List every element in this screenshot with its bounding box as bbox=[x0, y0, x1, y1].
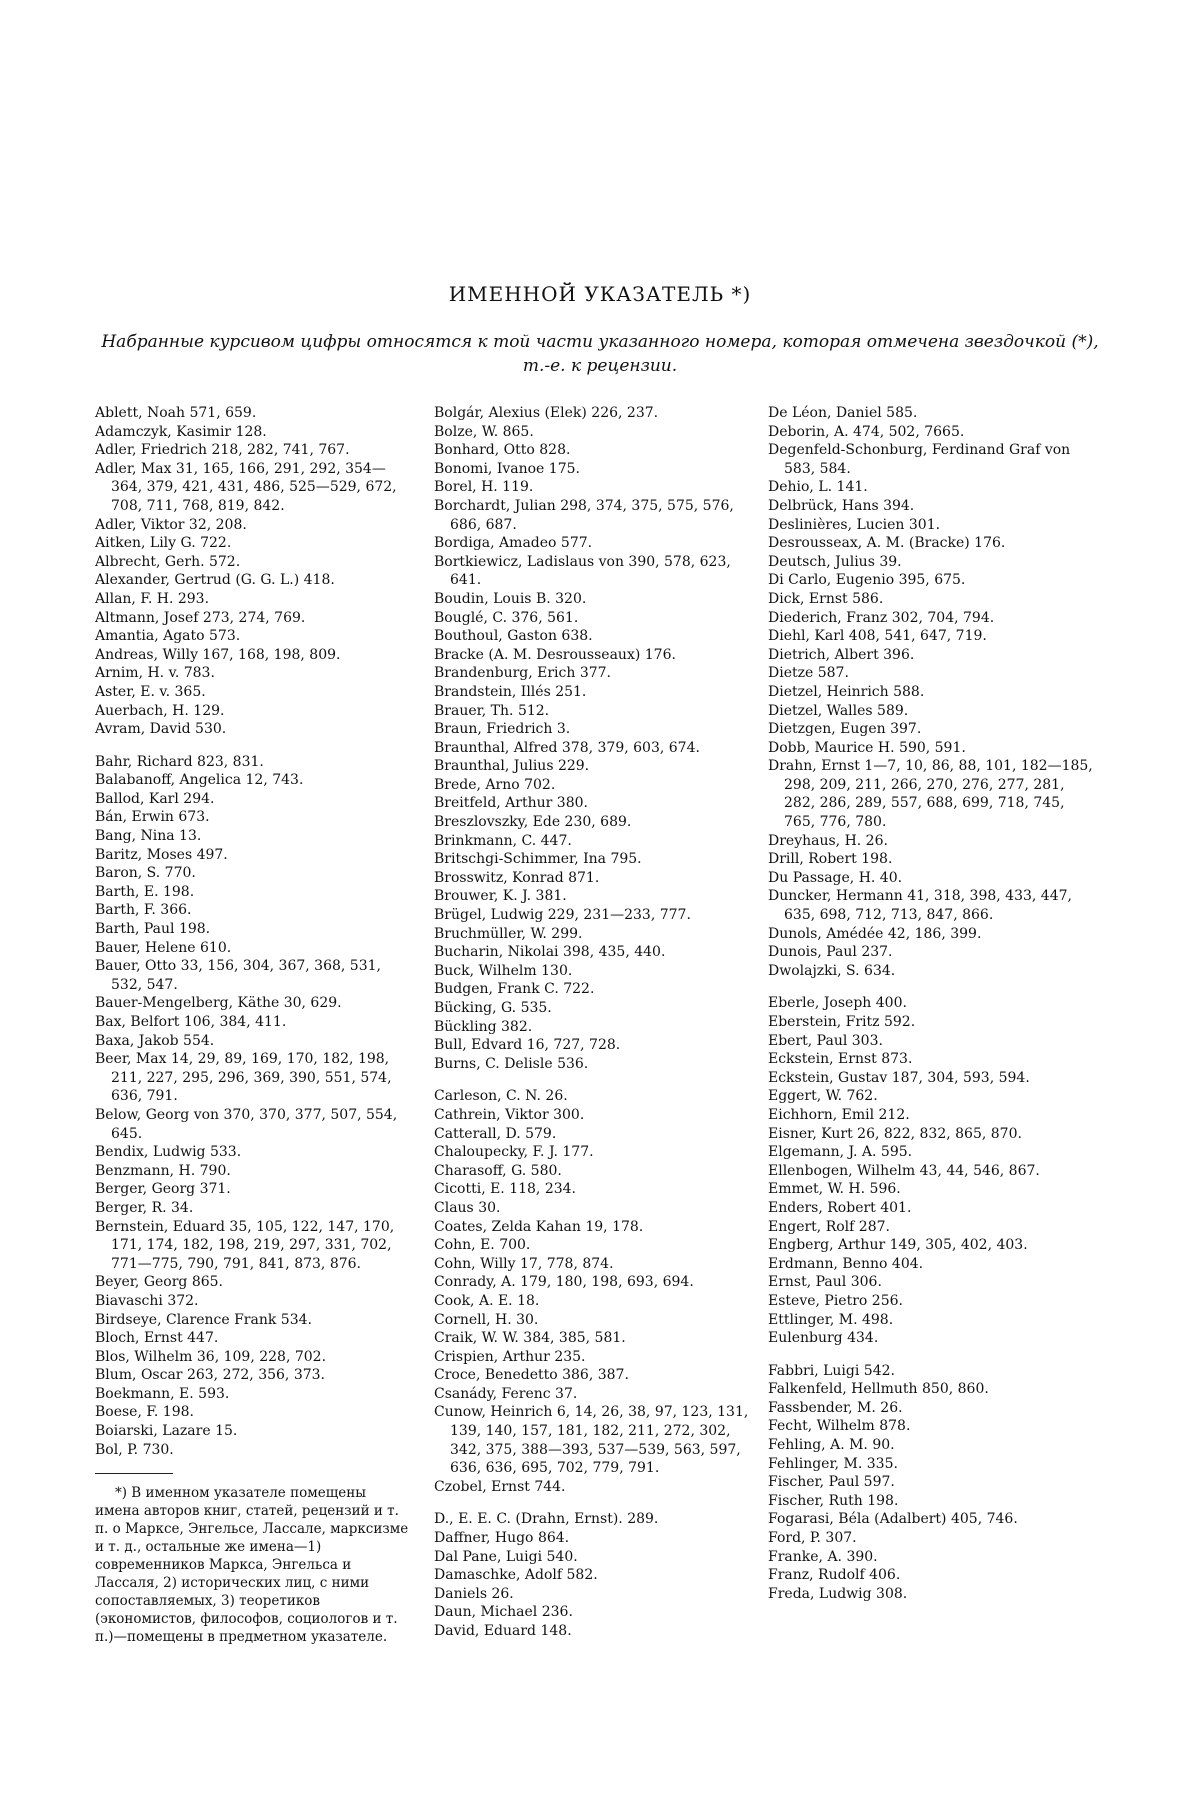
index-entry: Deborin, A. 474, 502, 7665. bbox=[768, 423, 965, 440]
index-entry: Benzmann, H. 790. bbox=[95, 1162, 231, 1179]
index-entry: Beyer, Georg 865. bbox=[95, 1274, 223, 1291]
index-entry: Bang, Nina 13. bbox=[95, 828, 202, 845]
index-entry: Freda, Ludwig 308. bbox=[768, 1585, 908, 1602]
index-entry: Below, Georg von 370, 370, 377, 507, 554, 645. bbox=[95, 1106, 398, 1142]
index-entry: Braunthal, Alfred 378, 379, 603, 674. bbox=[434, 739, 700, 756]
index-entry: Du Passage, H. 40. bbox=[768, 869, 903, 886]
index-entry: Bauer, Otto 33, 156, 304, 367, 368, 531, 532, 547. bbox=[95, 958, 381, 993]
index-entry: De Léon, Daniel 585. bbox=[768, 405, 918, 421]
index-entry: Engberg, Arthur 149, 305, 402, 403. bbox=[768, 1237, 1028, 1254]
index-entry: Fassbender, M. 26. bbox=[768, 1399, 903, 1416]
index-entry: Bortkiewicz, Ladislaus von 390, 578, 623, 641. bbox=[434, 553, 731, 589]
index-entry: Barth, E. 198. bbox=[95, 883, 195, 900]
index-entry: Bolze, W. 865. bbox=[434, 423, 534, 440]
index-entry: Baxa, Jakob 554. bbox=[95, 1032, 215, 1049]
index-entry: Elgemann, J. A. 595. bbox=[768, 1144, 913, 1161]
index-entry: Carleson, C. N. 26. bbox=[434, 1088, 568, 1105]
index-entry: Amantia, Agato 573. bbox=[95, 628, 241, 645]
index-entry: Erdmann, Benno 404. bbox=[768, 1255, 924, 1272]
index-entry: Catterall, D. 579. bbox=[434, 1125, 557, 1142]
index-entry: Dobb, Maurice H. 590, 591. bbox=[768, 739, 966, 756]
index-entry: Fogarasi, Béla (Adalbert) 405, 746. bbox=[768, 1511, 1018, 1528]
index-entry: Czobel, Ernst 744. bbox=[434, 1478, 566, 1495]
index-entry: Falkenfeld, Hellmuth 850, 860. bbox=[768, 1381, 989, 1398]
index-entry: Conrady, A. 179, 180, 198, 693, 694. bbox=[434, 1274, 694, 1291]
index-entry: Eckstein, Gustav 187, 304, 593, 594. bbox=[768, 1069, 1030, 1086]
index-entry: Bracke (A. M. Desrousseaux) 176. bbox=[434, 646, 676, 663]
index-entry: Bloch, Ernst 447. bbox=[95, 1330, 219, 1347]
index-entry: Cathrein, Viktor 300. bbox=[434, 1106, 585, 1123]
index-entry: Diehl, Karl 408, 541, 647, 719. bbox=[768, 628, 987, 645]
index-entry: Bonomi, Ivanoe 175. bbox=[434, 460, 580, 477]
index-entry: Bol, P. 730. bbox=[95, 1441, 174, 1458]
index-entry: Franz, Rudolf 406. bbox=[768, 1567, 901, 1584]
index-entry: Bouglé, C. 376, 561. bbox=[434, 609, 579, 626]
index-entry: Dwolajzki, S. 634. bbox=[768, 962, 896, 979]
index-entry: D., E. E. C. (Drahn, Ernst). 289. bbox=[434, 1511, 659, 1528]
index-entry: Charasoff, G. 580. bbox=[434, 1162, 562, 1179]
index-entry: Franke, A. 390. bbox=[768, 1548, 878, 1565]
index-entry: Britschgi-Schimmer, Ina 795. bbox=[434, 851, 642, 868]
index-entry: Albrecht, Gerh. 572. bbox=[95, 553, 241, 570]
index-entry: Deutsch, Julius 39. bbox=[768, 553, 902, 570]
index-entry: Bauer, Helene 610. bbox=[95, 939, 232, 956]
index-entry: Cohn, E. 700. bbox=[434, 1237, 531, 1254]
index-entry: Ford, P. 307. bbox=[768, 1530, 857, 1547]
index-entry: Aster, E. v. 365. bbox=[95, 683, 206, 700]
index-entry: Blum, Oscar 263, 272, 356, 373. bbox=[95, 1367, 325, 1384]
index-entry: Degenfeld-Schonburg, Ferdinand Graf von 583, 584. bbox=[768, 442, 1071, 477]
index-entry: Bauer-Mengelberg, Käthe 30, 629. bbox=[95, 995, 342, 1012]
letter-group-gap bbox=[434, 1496, 752, 1510]
index-entry: Biavaschi 372. bbox=[95, 1292, 199, 1309]
index-entry: Fischer, Paul 597. bbox=[768, 1474, 895, 1491]
index-entry: Avram, David 530. bbox=[95, 721, 227, 738]
letter-group-gap bbox=[95, 739, 413, 753]
index-entry: Boekmann, E. 593. bbox=[95, 1385, 230, 1402]
index-entry: Berger, Georg 371. bbox=[95, 1181, 231, 1198]
index-entry: Balabanoff, Angelica 12, 743. bbox=[95, 772, 304, 789]
index-entry: Bruchmüller, W. 299. bbox=[434, 925, 583, 942]
index-entry: Andreas, Willy 167, 168, 198, 809. bbox=[95, 646, 341, 663]
index-entry: Auerbach, H. 129. bbox=[95, 702, 225, 719]
index-entry: Brandstein, Illés 251. bbox=[434, 683, 587, 700]
index-entry: Brouwer, K. J. 381. bbox=[434, 888, 567, 905]
index-entry: Alexander, Gertrud (G. G. L.) 418. bbox=[95, 572, 335, 589]
index-entry: Breitfeld, Arthur 380. bbox=[434, 795, 588, 812]
index-entry: Eckstein, Ernst 873. bbox=[768, 1051, 913, 1068]
index-entry: Adamczyk, Kasimir 128. bbox=[95, 423, 267, 440]
index-entry: Boudin, Louis B. 320. bbox=[434, 590, 587, 607]
index-entry: Ernst, Paul 306. bbox=[768, 1274, 882, 1291]
index-entry: Berger, R. 34. bbox=[95, 1199, 194, 1216]
index-entry: Emmet, W. H. 596. bbox=[768, 1181, 901, 1198]
index-entry: Chaloupecky, F. J. 177. bbox=[434, 1144, 594, 1161]
footnote: *) В именном указателе помещены имена авторов книг, статей, рецензий и т. п. о Марксе, Энгельсе, Лассале, марксизме и т. д., остальные же имена—1) современников Маркса, Энгельса и Лассаля, 2) исторических лиц, с ними сопоставляемых, 3) теоретиков (экономистов, философов, социологов и т. п.)—помещены в предметном указателе. bbox=[95, 1485, 409, 1646]
index-entry: Eisner, Kurt 26, 822, 832, 865, 870. bbox=[768, 1125, 1022, 1142]
index-entry: Fischer, Ruth 198. bbox=[768, 1492, 899, 1509]
index-entry: Fabbri, Luigi 542. bbox=[768, 1362, 895, 1379]
index-entry: Dehio, L. 141. bbox=[768, 479, 868, 496]
index-entry: Borel, H. 119. bbox=[434, 479, 534, 496]
index-entry: Deslinières, Lucien 301. bbox=[768, 516, 941, 533]
index-entry: Fehlinger, M. 335. bbox=[768, 1455, 898, 1472]
index-entry: Desrousseax, A. M. (Bracke) 176. bbox=[768, 535, 1006, 552]
index-entry: Dick, Ernst 586. bbox=[768, 590, 884, 607]
index-entry: Bonhard, Otto 828. bbox=[434, 442, 571, 459]
index-entry: Brandenburg, Erich 377. bbox=[434, 665, 612, 682]
index-entry: Eichhorn, Emil 212. bbox=[768, 1106, 910, 1123]
index-entry: Bucharin, Nikolai 398, 435, 440. bbox=[434, 944, 666, 961]
index-entry: Ebert, Paul 303. bbox=[768, 1032, 883, 1049]
index-entry: Duncker, Hermann 41, 318, 398, 433, 447, 635, 698, 712, 713, 847, 866. bbox=[768, 888, 1072, 924]
index-entry: Bax, Belfort 106, 384, 411. bbox=[95, 1014, 287, 1030]
index-column-2 bbox=[434, 404, 752, 1641]
index-entry: Ablett, Noah 571, 659. bbox=[95, 405, 257, 421]
index-entry: Claus 30. bbox=[434, 1199, 501, 1216]
index-entry: Brauer, Th. 512. bbox=[434, 702, 550, 719]
index-entry: Adler, Viktor 32, 208. bbox=[95, 516, 247, 533]
index-entry: Bordiga, Amadeo 577. bbox=[434, 535, 593, 552]
index-entry: Enders, Robert 401. bbox=[768, 1199, 912, 1216]
index-entry: Baritz, Moses 497. bbox=[95, 846, 228, 863]
index-entry: Drahn, Ernst 1—7, 10, 86, 88, 101, 182—185, 298, 209, 211, 266, 270, 276, 277, 281, 282, 286, 289, 557, 688, 699, 718, 745, 765, 776, 780. bbox=[768, 758, 1093, 831]
letter-group-gap bbox=[768, 980, 1098, 994]
index-entry: Damaschke, Adolf 582. bbox=[434, 1567, 598, 1584]
index-entry: Drill, Robert 198. bbox=[768, 851, 893, 868]
index-entry: Blos, Wilhelm 36, 109, 228, 702. bbox=[95, 1348, 327, 1365]
index-entry: Buck, Wilhelm 130. bbox=[434, 962, 573, 979]
index-entry: Dal Pane, Luigi 540. bbox=[434, 1548, 578, 1565]
index-entry: Csanády, Ferenc 37. bbox=[434, 1385, 578, 1402]
index-entry: Dietzel, Walles 589. bbox=[768, 702, 909, 719]
index-entry: Dunols, Amédée 42, 186, 399. bbox=[768, 925, 982, 942]
index-entry: Boese, F. 198. bbox=[95, 1404, 194, 1421]
index-entry: Altmann, Josef 273, 274, 769. bbox=[95, 609, 306, 626]
index-entry: Bendix, Ludwig 533. bbox=[95, 1144, 242, 1161]
index-entry: Barth, F. 366. bbox=[95, 902, 192, 919]
index-entry: Bán, Erwin 673. bbox=[95, 809, 210, 826]
index-entry: Bücking, G. 535. bbox=[434, 1000, 552, 1016]
index-entry: Beer, Max 14, 29, 89, 169, 170, 182, 198, 211, 227, 295, 296, 369, 390, 551, 574, 636, 791. bbox=[95, 1051, 392, 1105]
index-entry: Breszlovszky, Ede 230, 689. bbox=[434, 814, 632, 831]
index-entry: Brosswitz, Konrad 871. bbox=[434, 869, 600, 886]
index-entry: Bolgár, Alexius (Elek) 226, 237. bbox=[434, 405, 659, 421]
index-entry: Craik, W. W. 384, 385, 581. bbox=[434, 1330, 626, 1347]
index-entry: David, Eduard 148. bbox=[434, 1623, 572, 1639]
index-entry: Bouthoul, Gaston 638. bbox=[434, 628, 593, 645]
index-entry: Aitken, Lily G. 722. bbox=[95, 535, 232, 552]
index-entry: Esteve, Pietro 256. bbox=[768, 1292, 903, 1309]
index-entry: Adler, Friedrich 218, 282, 741, 767. bbox=[95, 442, 350, 459]
index-entry: Ballod, Karl 294. bbox=[95, 790, 215, 807]
index-entry: Bahr, Richard 823, 831. bbox=[95, 753, 264, 770]
index-entry: Dietze 587. bbox=[768, 665, 849, 682]
letter-group-gap bbox=[768, 1348, 1098, 1362]
index-entry: Cohn, Willy 17, 778, 874. bbox=[434, 1255, 614, 1272]
index-entry: Eggert, W. 762. bbox=[768, 1088, 878, 1105]
index-entry: Brede, Arno 702. bbox=[434, 776, 556, 793]
index-entry: Braun, Friedrich 3. bbox=[434, 721, 571, 738]
index-entry: Eberle, Joseph 400. bbox=[768, 995, 907, 1012]
index-entry: Dietrich, Albert 396. bbox=[768, 646, 915, 663]
index-entry: Dunois, Paul 237. bbox=[768, 944, 893, 961]
index-entry: Adler, Max 31, 165, 166, 291, 292, 354—364, 379, 421, 431, 486, 525—529, 672, 708, 711, 768, 819, 842. bbox=[95, 460, 397, 514]
index-entry: Engert, Rolf 287. bbox=[768, 1218, 890, 1235]
index-entry: Brinkmann, C. 447. bbox=[434, 832, 572, 849]
index-entry: Fehling, A. M. 90. bbox=[768, 1437, 895, 1454]
index-entry: Delbrück, Hans 394. bbox=[768, 497, 915, 514]
index-entry: Arnim, H. v. 783. bbox=[95, 665, 215, 682]
index-entry: Bull, Edvard 16, 727, 728. bbox=[434, 1037, 621, 1054]
footnote-rule bbox=[95, 1473, 173, 1474]
index-entry: Coates, Zelda Kahan 19, 178. bbox=[434, 1218, 644, 1235]
index-entry: Eulenburg 434. bbox=[768, 1330, 879, 1347]
index-entry: Bernstein, Eduard 35, 105, 122, 147, 170, 171, 174, 182, 198, 219, 297, 331, 702, 771—775, 790, 791, 841, 873, 876. bbox=[95, 1218, 395, 1272]
index-entry: Di Carlo, Eugenio 395, 675. bbox=[768, 572, 966, 589]
index-entry: Daniels 26. bbox=[434, 1585, 514, 1602]
index-entry: Ellenbogen, Wilhelm 43, 44, 546, 867. bbox=[768, 1162, 1040, 1179]
index-entry: Allan, F. H. 293. bbox=[95, 590, 210, 607]
index-entry: Boiarski, Lazare 15. bbox=[95, 1423, 238, 1440]
index-entry: Dietzel, Heinrich 588. bbox=[768, 683, 925, 700]
index-entry: Croce, Benedetto 386, 387. bbox=[434, 1367, 629, 1384]
index-entry: Fecht, Wilhelm 878. bbox=[768, 1418, 911, 1435]
index-entry: Bückling 382. bbox=[434, 1018, 533, 1035]
index-entry: Cook, A. E. 18. bbox=[434, 1292, 540, 1309]
index-entry: Budgen, Frank C. 722. bbox=[434, 981, 595, 998]
index-entry: Ettlinger, M. 498. bbox=[768, 1311, 894, 1328]
index-entry: Cornell, H. 30. bbox=[434, 1311, 539, 1328]
index-entry: Barth, Paul 198. bbox=[95, 921, 211, 938]
letter-group-gap bbox=[434, 1073, 752, 1087]
index-entry: Crispien, Arthur 235. bbox=[434, 1348, 586, 1365]
index-entry: Cunow, Heinrich 6, 14, 26, 38, 97, 123, 131, 139, 140, 157, 181, 182, 211, 272, 302, 342, 375, 388—393, 537—539, 563, 597, 636, 636, 695, 702, 779, 791. bbox=[434, 1404, 749, 1477]
index-entry: Braunthal, Julius 229. bbox=[434, 758, 590, 775]
index-entry: Brügel, Ludwig 229, 231—233, 777. bbox=[434, 907, 691, 924]
index-entry: Borchardt, Julian 298, 374, 375, 575, 576, 686, 687. bbox=[434, 497, 734, 533]
index-entry: Birdseye, Clarence Frank 534. bbox=[95, 1311, 312, 1328]
index-column-1 bbox=[95, 404, 413, 1646]
index-entry: Burns, C. Delisle 536. bbox=[434, 1055, 589, 1072]
index-entry: Cicotti, E. 118, 234. bbox=[434, 1181, 577, 1198]
index-entry: Baron, S. 770. bbox=[95, 865, 196, 882]
index-entry: Dietzgen, Eugen 397. bbox=[768, 721, 922, 738]
index-entry: Dreyhaus, H. 26. bbox=[768, 832, 888, 849]
index-entry: Eberstein, Fritz 592. bbox=[768, 1014, 916, 1030]
index-entry: Daffner, Hugo 864. bbox=[434, 1530, 570, 1547]
index-entry: Diederich, Franz 302, 704, 794. bbox=[768, 609, 995, 626]
index-column-3 bbox=[768, 404, 1098, 1603]
page-title: ИМЕННОЙ УКАЗАТЕЛЬ *) bbox=[448, 282, 752, 306]
index-entry: Daun, Michael 236. bbox=[434, 1604, 573, 1621]
page-subtitle: Набранные курсивом цифры относятся к той части указанного номера, которая отмечена звездочкой (*), т.-е. к рецензии. bbox=[101, 332, 1099, 376]
